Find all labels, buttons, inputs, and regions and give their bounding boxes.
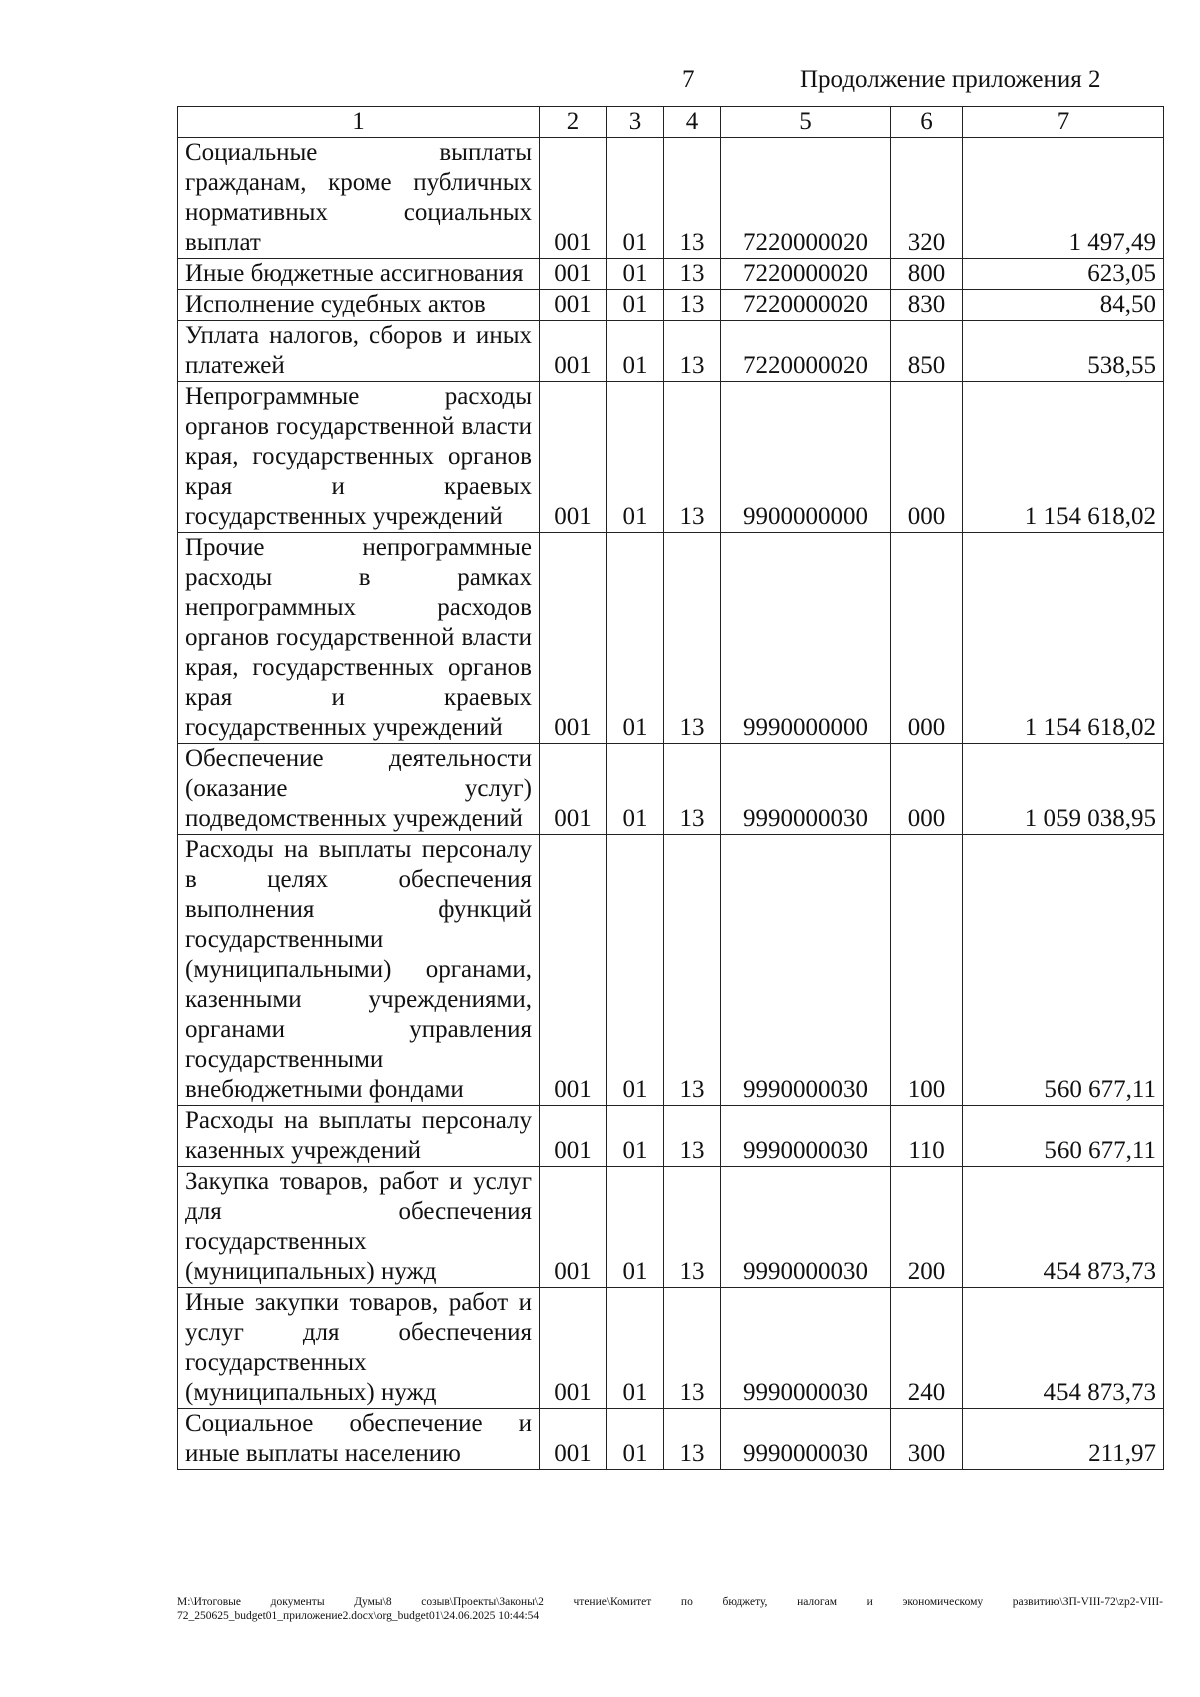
row-name: Расходы на выплаты персоналу казенных учреждений [178, 1106, 540, 1167]
row-expense-type: 000 [891, 744, 963, 835]
row-section: 01 [607, 382, 664, 533]
row-name: Закупка товаров, работ и услуг для обеспечения государственных (муниципальных) нужд [178, 1167, 540, 1288]
row-name: Социальные выплаты гражданам, кроме публичных нормативных социальных выплат [178, 138, 540, 259]
table-row [178, 321, 1164, 382]
budget-table [177, 106, 1164, 1470]
table-row [178, 533, 1164, 744]
table-row [178, 138, 1164, 259]
row-target-article: 9990000030 [721, 1106, 891, 1167]
row-code: 001 [540, 1409, 607, 1470]
row-section: 01 [607, 259, 664, 290]
row-section: 01 [607, 1167, 664, 1288]
row-expense-type: 320 [891, 138, 963, 259]
row-subsection: 13 [664, 290, 721, 321]
row-subsection: 13 [664, 138, 721, 259]
row-section: 01 [607, 138, 664, 259]
row-subsection: 13 [664, 1409, 721, 1470]
row-amount: 211,97 [963, 1409, 1164, 1470]
row-subsection: 13 [664, 259, 721, 290]
row-subsection: 13 [664, 744, 721, 835]
row-section: 01 [607, 835, 664, 1106]
row-amount: 84,50 [963, 290, 1164, 321]
row-expense-type: 830 [891, 290, 963, 321]
table-row [178, 835, 1164, 1106]
row-code: 001 [540, 382, 607, 533]
table-row [178, 259, 1164, 290]
row-name: Непрограммные расходы органов государственной власти края, государственных органов края и краевых государственных учреждений [178, 382, 540, 533]
row-expense-type: 110 [891, 1106, 963, 1167]
table-row [178, 744, 1164, 835]
continuation-title: Продолжение приложения 2 [800, 66, 1101, 93]
row-target-article: 9990000030 [721, 1288, 891, 1409]
row-amount: 1 059 038,95 [963, 744, 1164, 835]
row-amount: 454 873,73 [963, 1167, 1164, 1288]
row-amount: 560 677,11 [963, 1106, 1164, 1167]
row-name: Иные закупки товаров, работ и услуг для обеспечения государственных (муниципальных) нужд [178, 1288, 540, 1409]
header-row [178, 107, 1164, 138]
row-section: 01 [607, 1106, 664, 1167]
row-amount: 1 497,49 [963, 138, 1164, 259]
row-code: 001 [540, 290, 607, 321]
row-code: 001 [540, 1106, 607, 1167]
row-target-article: 7220000020 [721, 259, 891, 290]
row-section: 01 [607, 1288, 664, 1409]
row-code: 001 [540, 1167, 607, 1288]
page-number: 7 [682, 66, 695, 93]
row-section: 01 [607, 1409, 664, 1470]
row-subsection: 13 [664, 533, 721, 744]
row-target-article: 9990000030 [721, 1409, 891, 1470]
row-expense-type: 100 [891, 835, 963, 1106]
column-header: 1 [178, 107, 540, 138]
row-code: 001 [540, 835, 607, 1106]
row-subsection: 13 [664, 382, 721, 533]
row-section: 01 [607, 290, 664, 321]
row-name: Обеспечение деятельности (оказание услуг) подведомственных учреждений [178, 744, 540, 835]
row-expense-type: 800 [891, 259, 963, 290]
column-header: 3 [607, 107, 664, 138]
column-header: 6 [891, 107, 963, 138]
row-section: 01 [607, 533, 664, 744]
row-amount: 560 677,11 [963, 835, 1164, 1106]
row-code: 001 [540, 321, 607, 382]
column-header: 2 [540, 107, 607, 138]
row-expense-type: 000 [891, 533, 963, 744]
file-path-footer: M:\Итоговые документы Думы\8 созыв\Проекты\Законы\2 чтение\Комитет по бюджету, налогам и экономическому развитию\ЗП-VIII-72\zp2-VIII-72_250625_budget01_приложение2.docx\org_budget01\24.06.2025 10:44:54 [177, 1596, 1163, 1622]
row-amount: 454 873,73 [963, 1288, 1164, 1409]
row-target-article: 7220000020 [721, 138, 891, 259]
row-subsection: 13 [664, 1288, 721, 1409]
row-amount: 1 154 618,02 [963, 382, 1164, 533]
row-target-article: 9990000000 [721, 533, 891, 744]
row-code: 001 [540, 259, 607, 290]
table-row [178, 1167, 1164, 1288]
row-expense-type: 850 [891, 321, 963, 382]
table-row [178, 290, 1164, 321]
row-amount: 1 154 618,02 [963, 533, 1164, 744]
column-header: 4 [664, 107, 721, 138]
table-row [178, 1288, 1164, 1409]
row-section: 01 [607, 321, 664, 382]
row-amount: 623,05 [963, 259, 1164, 290]
row-code: 001 [540, 744, 607, 835]
column-header: 5 [721, 107, 891, 138]
table-row [178, 1106, 1164, 1167]
row-code: 001 [540, 1288, 607, 1409]
row-name: Иные бюджетные ассигнования [178, 259, 540, 290]
row-expense-type: 200 [891, 1167, 963, 1288]
row-subsection: 13 [664, 321, 721, 382]
row-expense-type: 000 [891, 382, 963, 533]
row-subsection: 13 [664, 1167, 721, 1288]
row-name: Прочие непрограммные расходы в рамках непрограммных расходов органов государственной власти края, государственных органов края и краевых государственных учреждений [178, 533, 540, 744]
row-target-article: 9990000030 [721, 1167, 891, 1288]
row-subsection: 13 [664, 835, 721, 1106]
row-target-article: 9990000030 [721, 835, 891, 1106]
row-target-article: 9990000030 [721, 744, 891, 835]
row-section: 01 [607, 744, 664, 835]
row-name: Уплата налогов, сборов и иных платежей [178, 321, 540, 382]
column-header: 7 [963, 107, 1164, 138]
row-name: Расходы на выплаты персоналу в целях обеспечения выполнения функций государственными (муниципальными) органами, казенными учреждениями, органами управления государственными внебюджетными фондами [178, 835, 540, 1106]
row-expense-type: 240 [891, 1288, 963, 1409]
row-subsection: 13 [664, 1106, 721, 1167]
row-code: 001 [540, 138, 607, 259]
row-name: Социальное обеспечение и иные выплаты населению [178, 1409, 540, 1470]
row-name: Исполнение судебных актов [178, 290, 540, 321]
row-expense-type: 300 [891, 1409, 963, 1470]
row-target-article: 9900000000 [721, 382, 891, 533]
row-amount: 538,55 [963, 321, 1164, 382]
row-target-article: 7220000020 [721, 290, 891, 321]
row-target-article: 7220000020 [721, 321, 891, 382]
table-row [178, 1409, 1164, 1470]
row-code: 001 [540, 533, 607, 744]
table-row [178, 382, 1164, 533]
